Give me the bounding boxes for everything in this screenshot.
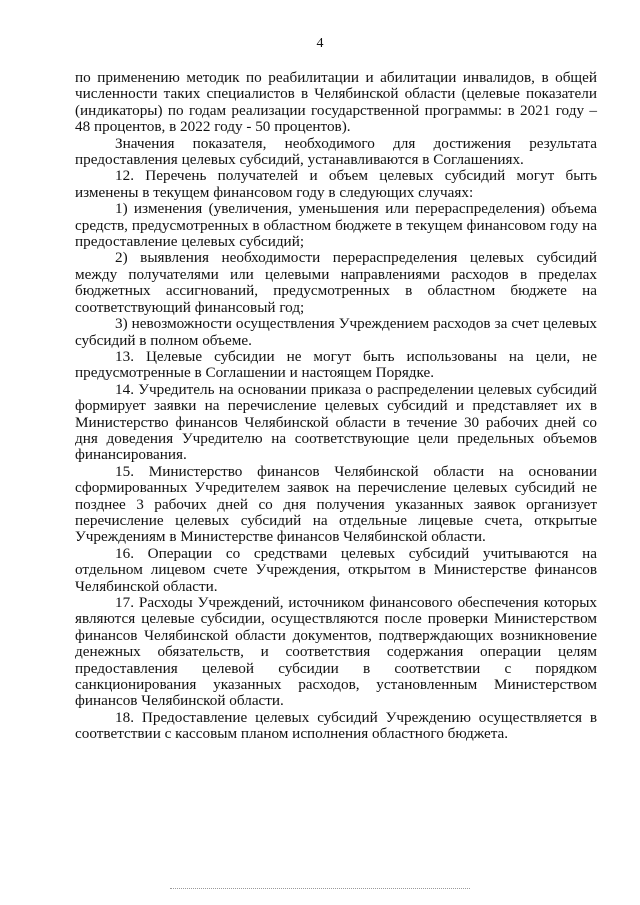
paragraph-indicator-values: Значения показателя, необходимого для достижения результата предоставления целевых субсидий, устанавливаются в Соглашениях.: [75, 134, 597, 169]
paragraph-16: 16. Операции со средствами целевых субсидий учитываются на отдельном лицевом счете Учреждения, открытом в Министерстве финансов Челябинской области.: [75, 544, 597, 595]
paragraph-14: 14. Учредитель на основании приказа о распределении целевых субсидий формирует заявки на перечисление целевых субсидий и представляет их в Министерство финансов Челябинской области в течение 30 рабочих дней со дня доведения Учредителю на соответствующие цели предельных объемов финансирования.: [75, 380, 597, 464]
paragraph-17: 17. Расходы Учреждений, источником финансового обеспечения которых являются целевые субсидии, осуществляются после проверки Министерством финансов Челябинской области документов, подтверждающих возникновение денежных обязательств, и соответствия содержания операции целям предоставления целевой субсидии в соответствии с порядком санкционирования указанных расходов, установленным Министерством финансов Челябинской области.: [75, 594, 597, 710]
document-body: [75, 70, 597, 743]
paragraph-18: 18. Предоставление целевых субсидий Учреждению осуществляется в соответствии с кассовым планом исполнения областного бюджета.: [75, 708, 597, 743]
paragraph-continuation: по применению методик по реабилитации и абилитации инвалидов, в общей численности таких специалистов в Челябинской области (целевые показатели (индикаторы) по годам реализации государственной программы: в 2021 году – 48 процентов, в 2022 году - 50 процентов).: [75, 69, 597, 136]
page-number: 4: [316, 36, 324, 51]
paragraph-12: 12. Перечень получателей и объем целевых субсидий могут быть изменены в текущем финансовом году в следующих случаях:: [75, 167, 597, 201]
paragraph-15: 15. Министерство финансов Челябинской области на основании сформированных Учредителем заявок на перечисление целевых субсидий не позднее 3 рабочих дней со дня получения указанных заявок организует перечисление целевых субсидий на отдельные лицевые счета, открытые Учреждениям в Министерстве финансов Челябинской области.: [75, 462, 597, 546]
paragraph-12-item-2: 2) выявления необходимости перераспределения целевых субсидий между получателями или целевыми направлениями расходов в пределах бюджетных ассигнований, предусмотренных в областном бюджете на соответствующий финансовый год;: [75, 249, 597, 316]
paragraph-12-item-3: 3) невозможности осуществления Учреждением расходов за счет целевых субсидий в полном объеме.: [75, 315, 597, 349]
paragraph-12-item-1: 1) изменения (увеличения, уменьшения или перераспределения) объема средств, предусмотренных в областном бюджете в текущем финансовом году на предоставление целевых субсидий;: [75, 200, 597, 251]
scan-footer-divider: [170, 888, 470, 889]
paragraph-13: 13. Целевые субсидии не могут быть использованы на цели, не предусмотренные в Соглашении и настоящем Порядке.: [75, 347, 597, 382]
